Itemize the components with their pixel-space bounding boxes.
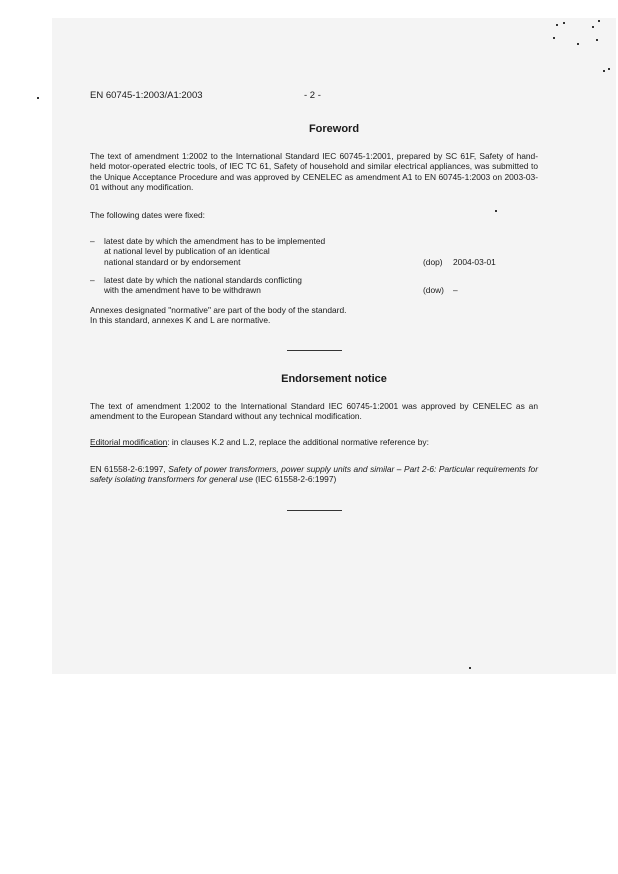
scan-speck [603,70,605,72]
foreword-title: Foreword [308,123,360,135]
date-text-line: at national level by publication of an identical [104,246,270,257]
date-text-line: latest date by which the amendment has to be implemented [104,236,326,246]
scan-speck [553,37,555,39]
document-page [52,18,616,674]
scan-speck [563,22,565,24]
editorial-text: : in clauses K.2 and L.2, replace the additional normative reference by: [167,437,429,447]
section-separator [287,350,342,351]
date-value: 2004-03-01 [453,256,496,267]
endorsement-title: Endorsement notice [281,373,387,385]
scan-speck [556,24,558,26]
foreword-intro: The text of amendment 1:2002 to the International Standard IEC 60745-1:2001, prepared by SC 61F, Safety of hand-held motor-operated electric tools, of IEC TC 61, Safety of household and similar electrical appliances, was submitted to the Unique Acceptance Procedure and was approved by CENELEC as amendment A1 to EN 60745-1:2003 on 2003-03-01 without any modification. [90,151,538,192]
editorial-modification [90,437,538,447]
scan-speck [598,20,600,22]
annex-line: Annexes designated "normative" are part of the body of the standard. [90,305,347,315]
reference-tail: (IEC 61558-2-6:1997) [252,474,337,485]
date-text-line: national standard or by endorsement [104,256,241,267]
scan-speck [608,68,610,70]
annex-line: In this standard, annexes K and L are normative. [90,315,271,326]
scan-speck [577,43,579,45]
date-code: (dop) [423,256,443,267]
annex-note [90,305,538,326]
date-value: – [453,285,458,296]
dates-intro: The following dates were fixed: [90,210,205,220]
endorsement-text: The text of amendment 1:2002 to the International Standard IEC 60745-1:2001 was approved by CENELEC as an amendment to the European Standard without any technical modification. [90,401,538,422]
reference-title: Safety of power transformers, power supply units and similar – Part 2-6: Particular requirements for safety isolating transformers for general use [90,464,538,485]
date-item-dop [90,236,538,268]
date-code: (dow) [423,285,444,296]
scan-speck [596,39,598,41]
normative-reference [90,464,538,485]
scan-speck [37,97,39,99]
scan-speck [469,667,471,669]
list-dash: – [90,275,95,285]
reference-code: EN 61558-2-6:1997, [90,464,169,474]
document-id: EN 60745-1:2003/A1:2003 [90,90,203,101]
editorial-label: Editorial modification [90,437,168,447]
date-item-dow [90,275,538,297]
page-number: - 2 - [304,90,321,101]
date-text-line: with the amendment have to be withdrawn [104,285,261,296]
scan-speck [592,26,594,28]
list-dash: – [90,236,95,246]
section-separator [287,510,342,511]
date-text-line: latest date by which the national standards conflicting [104,275,302,285]
